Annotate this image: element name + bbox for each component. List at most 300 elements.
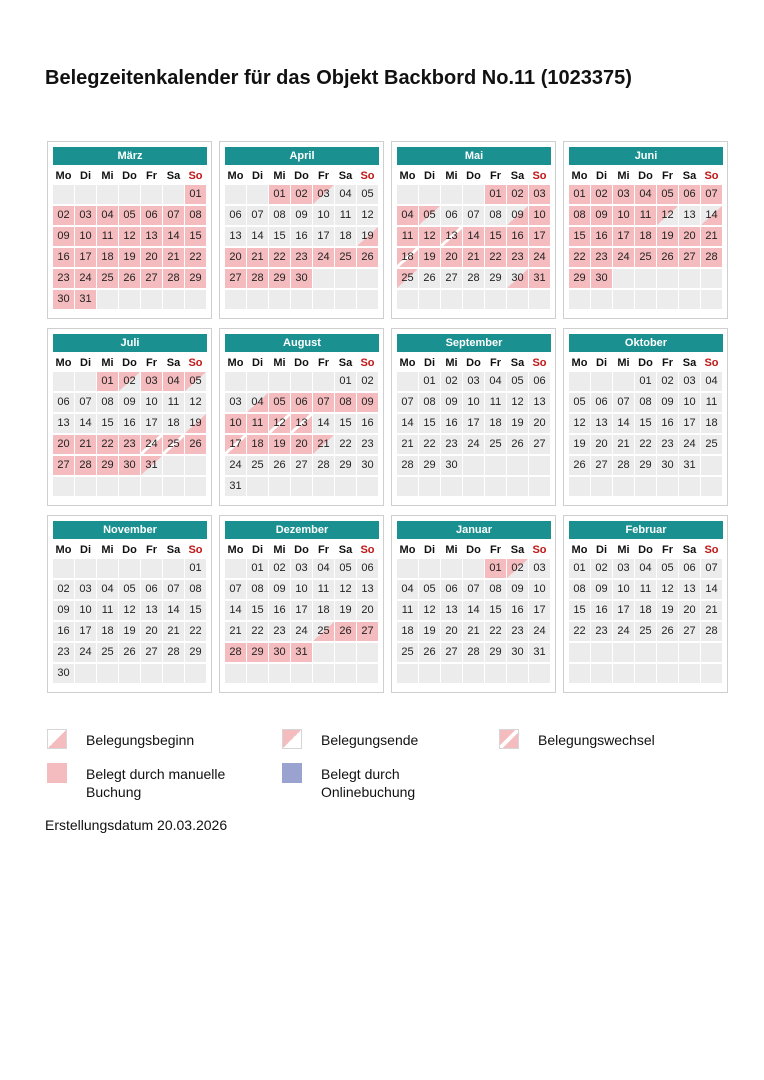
day-cell: 13 [141,601,162,620]
empty-day-cell [313,290,334,309]
day-cell: 11 [163,393,184,412]
day-cell: 13 [529,393,550,412]
days-grid [53,185,207,309]
day-cell: 18 [335,227,356,246]
legend-begin-swatch [47,729,67,749]
empty-day-cell [529,477,550,496]
weekday-label: Do [466,357,481,369]
day-cell: 19 [419,622,440,641]
day-cell: 04 [163,372,184,391]
legend-manual-label: Belegt durch manuelle Buchung [86,766,226,800]
day-cell: 13 [357,580,378,599]
empty-day-cell [335,643,356,662]
weekday-label: Mi [101,544,114,556]
day-cell: 02 [53,580,74,599]
empty-day-cell [53,185,74,204]
day-cell: 11 [97,227,118,246]
day-cell: 10 [529,580,550,599]
empty-day-cell [701,456,722,475]
day-cell: 04 [247,393,268,412]
weekday-label: Fr [490,357,501,369]
day-cell: 02 [119,372,140,391]
weekday-label: Di [596,170,607,182]
day-cell: 01 [335,372,356,391]
weekday-label: Mo [399,357,416,369]
day-cell: 19 [657,227,678,246]
month-title: September [397,334,551,352]
day-cell: 26 [357,248,378,267]
day-cell: 14 [463,601,484,620]
day-cell: 11 [635,206,656,225]
day-cell: 15 [419,414,440,433]
day-cell: 05 [569,393,590,412]
day-cell: 15 [635,414,656,433]
day-cell: 08 [185,206,206,225]
day-cell: 18 [97,248,118,267]
day-cell: 28 [75,456,96,475]
weekday-label: Fr [318,357,329,369]
empty-day-cell [313,372,334,391]
day-cell: 29 [97,456,118,475]
day-cell: 23 [53,643,74,662]
empty-day-cell [485,477,506,496]
day-cell: 12 [657,206,678,225]
day-cell: 17 [529,227,550,246]
day-cell: 25 [97,643,118,662]
empty-day-cell [335,269,356,288]
day-cell: 20 [441,622,462,641]
day-cell: 30 [291,269,312,288]
day-cell: 07 [313,393,334,412]
day-cell: 10 [613,580,634,599]
day-cell: 09 [507,580,528,599]
day-cell: 25 [247,456,268,475]
weekday-label: Mi [445,170,458,182]
day-cell: 28 [701,622,722,641]
weekday-label: So [188,170,203,182]
weekday-label: Sa [166,170,181,182]
empty-day-cell [53,477,74,496]
weekday-label: Mo [55,544,72,556]
empty-day-cell [119,290,140,309]
day-cell: 25 [635,622,656,641]
day-cell: 01 [485,559,506,578]
empty-day-cell [463,290,484,309]
day-cell: 25 [335,248,356,267]
day-cell: 10 [313,206,334,225]
empty-day-cell [529,290,550,309]
empty-day-cell [613,372,634,391]
page-title: Belegzeitenkalender für das Objekt Backbord No.11 (1023375) [45,67,632,89]
legend-begin-label: Belegungsbeginn [86,732,195,748]
empty-day-cell [225,372,246,391]
day-cell: 11 [313,580,334,599]
days-grid [397,372,551,496]
empty-day-cell [441,477,462,496]
empty-day-cell [485,290,506,309]
empty-day-cell [657,269,678,288]
day-cell: 23 [657,435,678,454]
day-cell: 06 [679,559,700,578]
day-cell: 05 [507,372,528,391]
day-cell: 10 [75,227,96,246]
day-cell: 27 [53,456,74,475]
day-cell: 21 [75,435,96,454]
day-cell: 18 [97,622,118,641]
empty-day-cell [313,643,334,662]
weekday-label: Mi [445,544,458,556]
month-title: Februar [569,521,723,539]
day-cell: 27 [679,248,700,267]
day-cell: 22 [97,435,118,454]
empty-day-cell [485,664,506,683]
day-cell: 23 [591,248,612,267]
day-cell: 04 [97,206,118,225]
weekday-header [53,354,207,372]
empty-day-cell [679,290,700,309]
day-cell: 21 [163,248,184,267]
day-cell: 22 [569,248,590,267]
day-cell: 14 [163,601,184,620]
days-grid [53,372,207,496]
day-cell: 21 [701,227,722,246]
empty-day-cell [613,269,634,288]
day-cell: 07 [75,393,96,412]
day-cell: 29 [185,643,206,662]
empty-day-cell [591,290,612,309]
day-cell: 06 [441,580,462,599]
empty-day-cell [247,664,268,683]
empty-day-cell [75,185,96,204]
day-cell: 01 [97,372,118,391]
empty-day-cell [397,559,418,578]
day-cell: 01 [635,372,656,391]
weekday-header [397,541,551,559]
day-cell: 31 [75,290,96,309]
month-title: Januar [397,521,551,539]
day-cell: 28 [163,269,184,288]
empty-day-cell [357,290,378,309]
day-cell: 14 [313,414,334,433]
day-cell: 08 [635,393,656,412]
day-cell: 29 [635,456,656,475]
month-title: Juni [569,147,723,165]
empty-day-cell [657,643,678,662]
month-calendar [47,515,212,693]
day-cell: 12 [119,601,140,620]
day-cell: 16 [507,601,528,620]
day-cell: 20 [679,227,700,246]
empty-day-cell [635,269,656,288]
day-cell: 24 [613,248,634,267]
legend-end-swatch [282,729,302,749]
empty-day-cell [335,477,356,496]
day-cell: 06 [441,206,462,225]
days-grid [225,185,379,309]
day-cell: 09 [441,393,462,412]
day-cell: 25 [97,269,118,288]
day-cell: 22 [485,622,506,641]
day-cell: 07 [701,185,722,204]
empty-day-cell [75,477,96,496]
weekday-header [397,167,551,185]
day-cell: 03 [75,206,96,225]
day-cell: 18 [635,227,656,246]
days-grid [397,559,551,683]
weekday-label: Sa [338,357,353,369]
day-cell: 23 [291,248,312,267]
day-cell: 08 [419,393,440,412]
day-cell: 17 [75,622,96,641]
legend-change-label: Belegungswechsel [538,732,655,748]
weekday-label: Mi [273,357,286,369]
empty-day-cell [613,290,634,309]
weekday-label: Do [466,170,481,182]
day-cell: 02 [357,372,378,391]
day-cell: 16 [591,227,612,246]
day-cell: 23 [269,622,290,641]
day-cell: 26 [657,248,678,267]
weekday-label: So [188,357,203,369]
empty-day-cell [291,290,312,309]
day-cell: 06 [291,393,312,412]
day-cell: 19 [357,227,378,246]
weekday-label: Mo [571,357,588,369]
day-cell: 19 [185,414,206,433]
day-cell: 25 [701,435,722,454]
day-cell: 07 [701,559,722,578]
day-cell: 17 [613,601,634,620]
empty-day-cell [357,643,378,662]
day-cell: 09 [53,227,74,246]
day-cell: 20 [591,435,612,454]
weekday-label: Fr [146,544,157,556]
day-cell: 02 [291,185,312,204]
legend [45,729,735,799]
empty-day-cell [529,664,550,683]
day-cell: 02 [53,206,74,225]
day-cell: 28 [701,248,722,267]
day-cell: 01 [569,559,590,578]
empty-day-cell [163,290,184,309]
day-cell: 27 [591,456,612,475]
day-cell: 04 [335,185,356,204]
days-grid [569,372,723,496]
day-cell: 30 [53,664,74,683]
empty-day-cell [97,664,118,683]
weekday-label: Fr [490,544,501,556]
empty-day-cell [613,664,634,683]
empty-day-cell [53,559,74,578]
day-cell: 24 [225,456,246,475]
weekday-header [569,354,723,372]
day-cell: 08 [569,580,590,599]
empty-day-cell [291,477,312,496]
empty-day-cell [635,664,656,683]
day-cell: 16 [657,414,678,433]
empty-day-cell [163,477,184,496]
month-title: August [225,334,379,352]
day-cell: 09 [357,393,378,412]
day-cell: 22 [269,248,290,267]
legend-manual [47,763,256,801]
day-cell: 26 [657,622,678,641]
empty-day-cell [225,185,246,204]
weekday-label: Di [596,357,607,369]
day-cell: 11 [397,601,418,620]
day-cell: 23 [53,269,74,288]
day-cell: 03 [291,559,312,578]
day-cell: 24 [141,435,162,454]
day-cell: 05 [269,393,290,412]
day-cell: 03 [679,372,700,391]
days-grid [225,559,379,683]
weekday-label: Fr [318,170,329,182]
day-cell: 18 [247,435,268,454]
empty-day-cell [185,456,206,475]
day-cell: 06 [53,393,74,412]
day-cell: 17 [291,601,312,620]
weekday-label: Di [252,357,263,369]
empty-day-cell [441,290,462,309]
day-cell: 09 [269,580,290,599]
weekday-label: So [704,544,719,556]
day-cell: 29 [185,269,206,288]
day-cell: 16 [507,227,528,246]
day-cell: 09 [507,206,528,225]
month-calendar [563,515,728,693]
day-cell: 18 [397,248,418,267]
weekday-label: Fr [318,544,329,556]
day-cell: 09 [591,206,612,225]
empty-day-cell [313,269,334,288]
day-cell: 28 [225,643,246,662]
day-cell: 09 [291,206,312,225]
empty-day-cell [679,269,700,288]
empty-day-cell [529,456,550,475]
empty-day-cell [357,664,378,683]
day-cell: 08 [247,580,268,599]
empty-day-cell [141,477,162,496]
weekday-label: Sa [510,170,525,182]
day-cell: 05 [657,185,678,204]
day-cell: 15 [485,227,506,246]
weekday-label: So [704,357,719,369]
day-cell: 30 [507,643,528,662]
empty-day-cell [635,477,656,496]
day-cell: 19 [119,248,140,267]
weekday-label: Do [466,544,481,556]
day-cell: 22 [247,622,268,641]
month-title: März [53,147,207,165]
weekday-label: So [704,170,719,182]
weekday-label: Sa [510,357,525,369]
weekday-label: Do [122,357,137,369]
empty-day-cell [591,643,612,662]
empty-day-cell [635,643,656,662]
empty-day-cell [247,477,268,496]
weekday-label: Mo [55,170,72,182]
weekday-label: Do [122,170,137,182]
day-cell: 15 [97,414,118,433]
empty-day-cell [679,643,700,662]
day-cell: 17 [313,227,334,246]
empty-day-cell [185,664,206,683]
day-cell: 22 [419,435,440,454]
day-cell: 21 [313,435,334,454]
day-cell: 21 [247,248,268,267]
days-grid [53,559,207,683]
day-cell: 10 [679,393,700,412]
day-cell: 27 [141,643,162,662]
weekday-label: Do [122,544,137,556]
day-cell: 31 [141,456,162,475]
days-grid [569,559,723,683]
day-cell: 31 [529,643,550,662]
empty-day-cell [657,664,678,683]
day-cell: 26 [119,269,140,288]
empty-day-cell [657,477,678,496]
day-cell: 18 [635,601,656,620]
weekday-label: So [532,544,547,556]
empty-day-cell [397,290,418,309]
day-cell: 15 [335,414,356,433]
day-cell: 11 [335,206,356,225]
day-cell: 03 [141,372,162,391]
empty-day-cell [225,559,246,578]
weekday-label: Mo [227,357,244,369]
day-cell: 15 [247,601,268,620]
empty-day-cell [507,664,528,683]
empty-day-cell [635,290,656,309]
weekday-label: Sa [338,170,353,182]
day-cell: 22 [635,435,656,454]
empty-day-cell [269,372,290,391]
weekday-label: Mi [101,170,114,182]
day-cell: 24 [613,622,634,641]
day-cell: 10 [463,393,484,412]
empty-day-cell [591,477,612,496]
empty-day-cell [185,477,206,496]
day-cell: 16 [291,227,312,246]
empty-day-cell [225,664,246,683]
day-cell: 15 [185,601,206,620]
day-cell: 06 [529,372,550,391]
empty-day-cell [75,372,96,391]
day-cell: 05 [357,185,378,204]
day-cell: 04 [313,559,334,578]
day-cell: 19 [335,601,356,620]
empty-day-cell [97,477,118,496]
day-cell: 29 [247,643,268,662]
day-cell: 05 [419,580,440,599]
day-cell: 17 [463,414,484,433]
day-cell: 02 [507,559,528,578]
month-calendar [563,141,728,319]
weekday-label: So [532,357,547,369]
weekday-label: Fr [662,544,673,556]
day-cell: 27 [225,269,246,288]
day-cell: 20 [679,601,700,620]
empty-day-cell [141,185,162,204]
day-cell: 15 [269,227,290,246]
empty-day-cell [357,477,378,496]
day-cell: 14 [163,227,184,246]
day-cell: 23 [357,435,378,454]
day-cell: 31 [679,456,700,475]
empty-day-cell [701,477,722,496]
day-cell: 07 [247,206,268,225]
